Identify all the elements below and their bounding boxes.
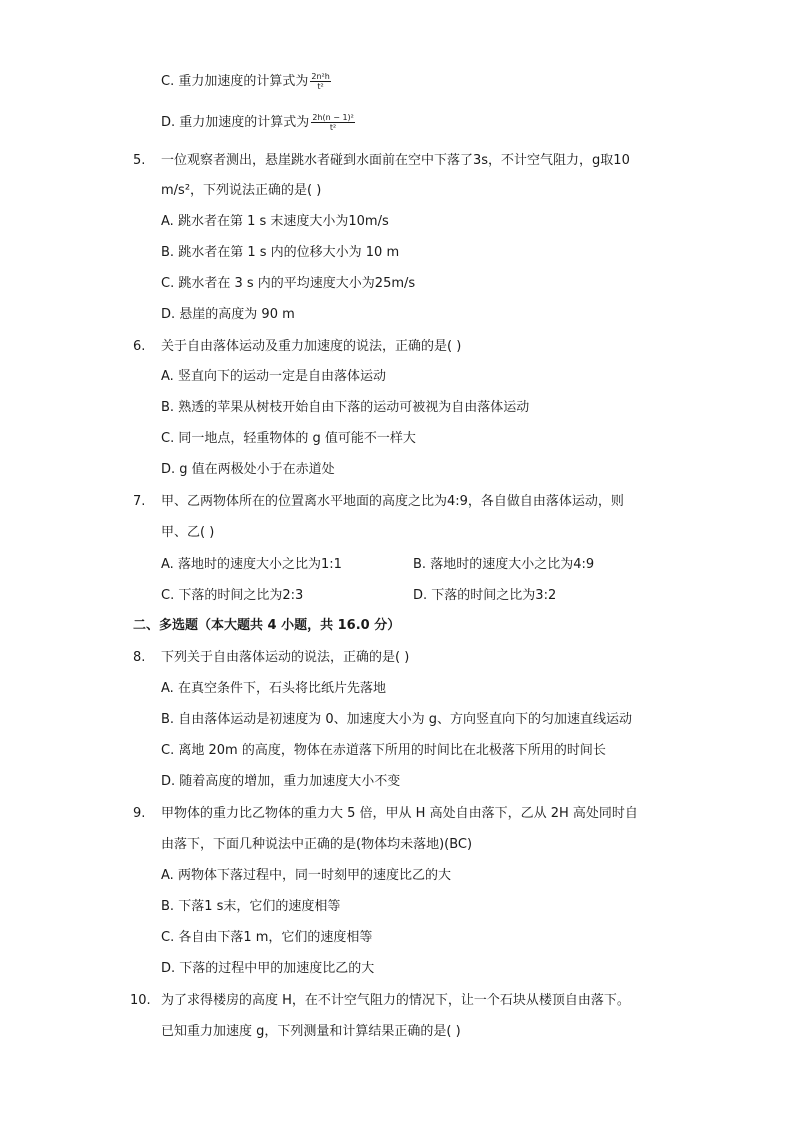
option-item: C. 跳水者在 3 s 内的平均速度大小为25m/s: [161, 276, 416, 291]
question-stem: 甲、乙两物体所在的位置离水平地面的高度之比为4:9，各自做自由落体运动，则: [161, 494, 624, 509]
question-number: 7.: [133, 494, 146, 509]
option-item: A. 落地时的速度大小之比为1:1: [161, 557, 342, 572]
question-number: 9.: [133, 806, 146, 821]
option-item: B. 熟透的苹果从树枝开始自由下落的运动可被视为自由落体运动: [161, 400, 530, 415]
option-item: B. 跳水者在第 1 s 内的位移大小为 10 m: [161, 245, 400, 260]
option-item: A. 竖直向下的运动一定是自由落体运动: [161, 369, 386, 384]
question-number: 10.: [130, 993, 151, 1008]
question-number: 8.: [133, 650, 146, 665]
question-stem: 甲、乙( ): [161, 525, 215, 540]
option-item: B. 自由落体运动是初速度为 0、加速度大小为 g、方向竖直向下的匀加速直线运动: [161, 712, 632, 727]
question-stem: 下列关于自由落体运动的说法，正确的是( ): [161, 650, 410, 665]
option-item: B. 落地时的速度大小之比为4:9: [413, 557, 595, 572]
question-stem: 由落下，下面几种说法中正确的是(物体均未落地)(BC): [161, 837, 473, 852]
option-item: C. 离地 20m 的高度，物体在赤道落下所用的时间比在北极落下所用的时间长: [161, 743, 606, 758]
section-heading: 二、多选题（本大题共 4 小题，共 16.0 分）: [133, 618, 401, 633]
option-item: D. 下落的时间之比为3:2: [413, 588, 557, 603]
question-stem: 为了求得楼房的高度 H，在不计空气阻力的情况下，让一个石块从楼顶自由落下。: [161, 993, 630, 1008]
question-number: 5.: [133, 153, 146, 168]
fraction: $\frac{\text{2h(n − 1)²}}{\text{t²}}$: [312, 113, 354, 132]
question-stem: 一位观察者测出，悬崖跳水者碰到水面前在空中下落了3s，不计空气阻力，g取10: [161, 153, 630, 168]
question-stem: m/s²，下列说法正确的是( ): [161, 183, 322, 198]
question-stem: 已知重力加速度 g，下列测量和计算结果正确的是( ): [161, 1024, 461, 1039]
option-item: B. 下落1 s末，它们的速度相等: [161, 899, 341, 914]
option-q4d: D. 重力加速度的计算式为 $\frac{\text{2h(n − 1)²}}{\text{t²}}$: [161, 113, 354, 132]
option-item: A. 跳水者在第 1 s 末速度大小为10m/s: [161, 214, 389, 229]
option-item: D. 悬崖的高度为 90 m: [161, 307, 295, 322]
option-item: C. 各自由下落1 m，它们的速度相等: [161, 930, 373, 945]
question-stem: 甲物体的重力比乙物体的重力大 5 倍，甲从 H 高处自由落下，乙从 2H 高处同时自: [161, 806, 638, 821]
option-item: D. 随着高度的增加，重力加速度大小不变: [161, 774, 401, 789]
option-item: D. 下落的过程中甲的加速度比乙的大: [161, 961, 375, 976]
question-stem: 关于自由落体运动及重力加速度的说法，正确的是( ): [161, 339, 462, 354]
option-item: D. g 值在两极处小于在赤道处: [161, 462, 335, 477]
option-item: C. 下落的时间之比为2:3: [161, 588, 304, 603]
fraction: $\frac{\text{2n²h}}{\text{t²}}$: [311, 72, 330, 91]
option-item: A. 两物体下落过程中，同一时刻甲的速度比乙的大: [161, 868, 451, 883]
option-item: C. 同一地点，轻重物体的 g 值可能不一样大: [161, 431, 416, 446]
option-q4c: C. 重力加速度的计算式为 $\frac{\text{2n²h}}{\text{t²}}$: [161, 72, 330, 91]
option-item: A. 在真空条件下，石头将比纸片先落地: [161, 681, 386, 696]
question-number: 6.: [133, 339, 146, 354]
